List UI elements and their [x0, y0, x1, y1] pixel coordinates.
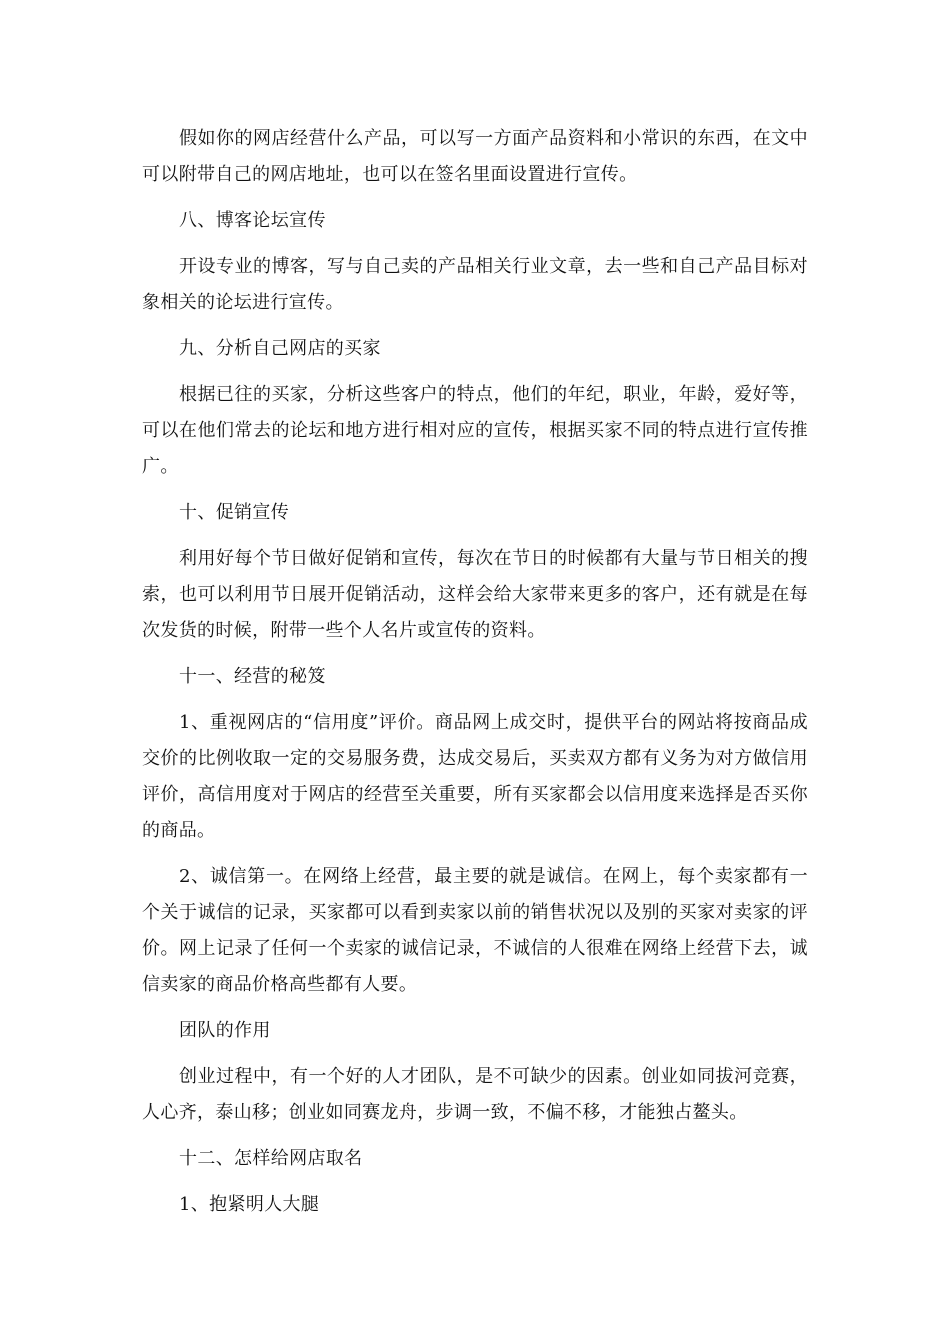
paragraph-integrity: 2、诚信第一。在网络上经营，最主要的就是诚信。在网上，每个卖家都有一个关于诚信的记录，买家都可以看到卖家以前的销售状况以及别的买家对卖家的评价。网上记录了任何一个卖家的诚信记录，不诚信的人很难在网络上经营下去，诚信卖家的商品价格高些都有人要。	[142, 866, 808, 995]
paragraph-analyze-buyers: 根据已往的买家，分析这些客户的特点，他们的年纪，职业，年龄，爱好等，可以在他们常去的论坛和地方进行相对应的宣传，根据买家不同的特点进行宣传推广。	[142, 384, 808, 477]
heading-analyze-buyers: 九、分析自己网店的买家	[179, 338, 381, 359]
heading-blog-forum: 八、博客论坛宣传	[179, 210, 326, 231]
paragraph-promotion: 利用好每个节日做好促销和宣传，每次在节日的时候都有大量与节日相关的搜索，也可以利用节日展开促销活动，这样会给大家带来更多的客户，还有就是在每次发货的时候，附带一些个人名片或宣传的资料。	[142, 548, 808, 641]
paragraph-naming-tip-1: 1、抱紧明人大腿	[179, 1194, 320, 1215]
document-page	[142, 121, 808, 1233]
heading-team-role: 团队的作用	[179, 1020, 271, 1041]
paragraph-credit-rating: 1、重视网店的“信用度”评价。商品网上成交时，提供平台的网站将按商品成交价的比例收取一定的交易服务费，达成交易后，买卖双方都有义务为对方做信用评价，高信用度对于网店的经营至关重要，所有买家都会以信用度来选择是否买你的商品。	[142, 712, 808, 841]
heading-shop-naming: 十二、怎样给网店取名	[179, 1148, 363, 1169]
heading-promotion: 十、促销宣传	[179, 502, 290, 523]
paragraph-team-role: 创业过程中，有一个好的人才团队，是不可缺少的因素。创业如同拔河竞赛，人心齐，泰山移；创业如同赛龙舟，步调一致，不偏不移，才能独占鳌头。	[142, 1066, 808, 1123]
paragraph-blog-forum: 开设专业的博客，写与自己卖的产品相关行业文章，去一些和自己产品目标对象相关的论坛进行宣传。	[142, 256, 808, 313]
paragraph-product-knowledge: 假如你的网店经营什么产品，可以写一方面产品资料和小常识的东西，在文中可以附带自己的网店地址，也可以在签名里面设置进行宣传。	[142, 128, 808, 185]
heading-business-secrets: 十一、经营的秘笈	[179, 666, 326, 687]
